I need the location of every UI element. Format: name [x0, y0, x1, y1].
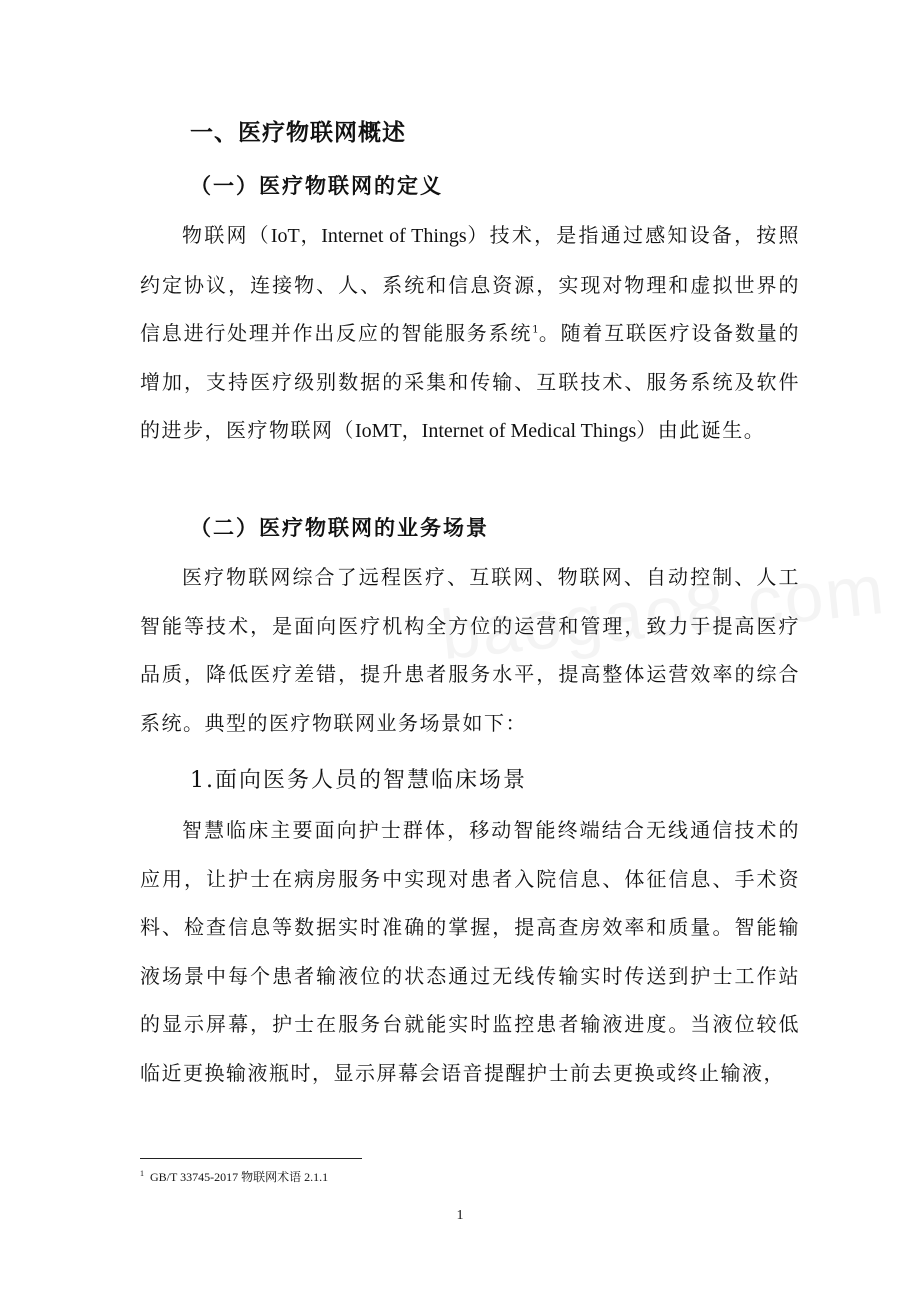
definition-text-2: ）技术，是指通过感知设备，按照约定协议，连接物、人、系统和信息资源，实现对物理和虚拟世界的信息进行处理并作出反应的智能服务系统 — [140, 223, 801, 345]
footnote-marker: 1 — [140, 1169, 144, 1178]
main-heading: 一、医疗物联网概述 — [190, 119, 406, 146]
definition-term-iot: IoT，Internet of Things — [270, 225, 467, 247]
definition-text-3: 。随着互联医疗设备数量的增加，支持医疗级别数据的采集和传输、互联技术、服务系统及软件的进步，医疗物联网（ — [140, 321, 801, 442]
section-heading-definition: （一）医疗物联网的定义 — [190, 173, 443, 198]
section-heading-scenarios: （二）医疗物联网的业务场景 — [190, 515, 489, 540]
subsection-heading-smart-clinical: 1.面向医务人员的智慧临床场景 — [190, 768, 527, 793]
definition-term-iomt: IoMT，Internet of Medical Things — [355, 420, 637, 442]
scenarios-paragraph: 医疗物联网综合了远程医疗、互联网、物联网、自动控制、人工智能等技术，是面向医疗机构全方位的运营和管理，致力于提高医疗品质，降低医疗差错，提升患者服务水平，提高整体运营效率的综合系统。典型的医疗物联网业务场景如下： — [140, 565, 800, 735]
definition-text-4: ）由此诞生。 — [636, 418, 766, 442]
footnote-reference[interactable]: 1 — [532, 324, 539, 336]
definition-paragraph — [140, 211, 800, 456]
footnote-divider — [140, 1158, 362, 1159]
footnote-text: GB/T 33745-2017 物联网术语 2.1.1 — [150, 1170, 329, 1184]
footnote — [140, 1168, 328, 1185]
smart-clinical-paragraph: 智慧临床主要面向护士群体，移动智能终端结合无线通信技术的 应用，让护士在病房服务中实现对患者入院信息、体征信息、手术资料、检查信息等数据实时准确的掌握，提高查房效率和质量。智能输液场景中每个患者输液位的状态通过无线传输实时传送到护士工作站的显示屏幕，护士在服务台就能实时监控患者输液进度。当液位较低临近更换输液瓶时，显示屏幕会语音提醒护士前去更换或终止输液， — [140, 818, 800, 1085]
definition-text-1: 物联网（ — [182, 223, 271, 247]
page-number: 1 — [456, 1208, 464, 1223]
